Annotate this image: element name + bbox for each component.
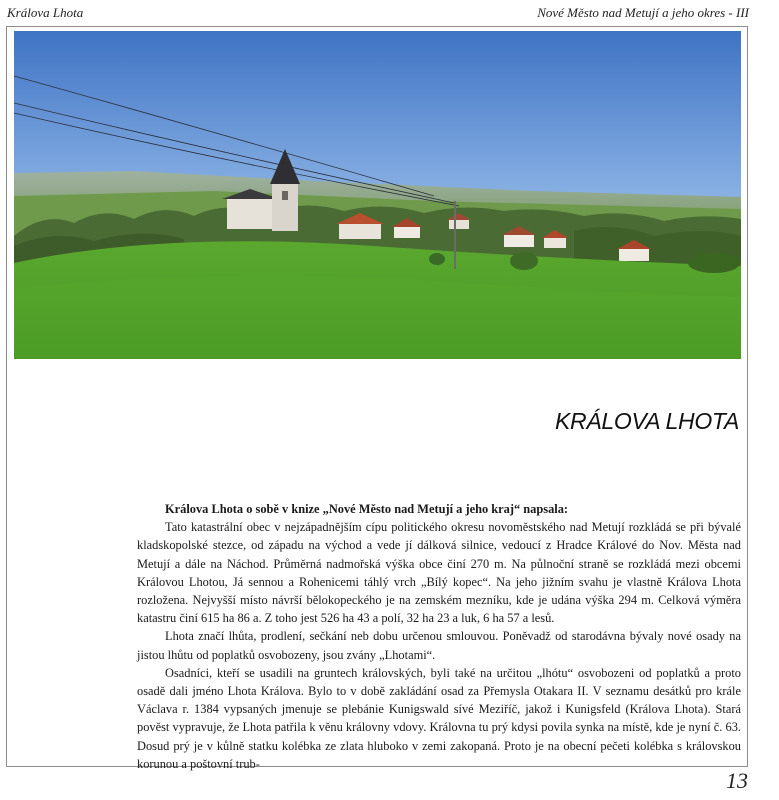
chapter-title: KRÁLOVA LHOTA (555, 408, 739, 434)
page-number: 13 (726, 768, 748, 793)
paragraph: Osadníci, kteří se usadili na gruntech královských, byli také na určitou „lhótu“ osvobozeni od poplatků a proto osadě dali jméno Lhota Králova. Bylo to v době zakládání osad za Přemysla Otakara II. V seznamu desátků pro krále Václava r. 1384 vypsaných jmenuje se plebánie Kunigswald sívé Meziříč, jakož i Kunigsfeld (Králova Lhota). Stará pověst vypravuje, že Lhota patřila k věnu královny vdovy. Královna tu prý kdysi povila synka na místě, kde je nyní č. 63. Dosud prý je v kůlně statku kolébka ze zlata hluboko v zemi zakopaná. Proto je na obecní pečeti kolébka s královskou korunou a poštovní trub- (137, 665, 741, 771)
body-text (137, 500, 741, 773)
paragraph: Tato katastrální obec v nejzápadnějším cípu politického okresu novoměstského nad Metují rozkládá se při bývalé kladskopolské stezce, od západu na východ a vede jí dálková silnice, vedoucí z Hradce Králové do Nov. Města nad Metují a dále na Náchod. Průměrná nadmořská výška obce činí 270 m. Na půlnoční straně se rozkládá mezi obcemi Královou Lhotou, Já sennou a Rohenicemi táhlý vrch „Bílý kopec“. Na jeho jižním svahu je vlastně Králova Lhota rozložena. Nejvyšší místo návrší bělokopeckého je na zemském mezníku, kde je udána výška 294 m. Celková výměra katastru činí 615 ha 86 a. Z toho jest 526 ha 43 a polí, 32 ha 23 a luk, 6 ha 57 a lesů. (137, 520, 741, 626)
running-header-right: Nové Město nad Metují a jeho okres - III (537, 5, 749, 20)
running-header-left: Králova Lhota (7, 5, 84, 20)
paragraph: Lhota značí lhůta, prodlení, sečkání neb dobu určenou smlouvou. Poněvadž od starodávna bývaly nové osady na jistou lhůtu od poplatků osvobozeny, jsou zvány „Lhotami“. (137, 629, 741, 662)
landscape-photo (14, 31, 741, 359)
lead-paragraph: Králova Lhota o sobě v knize „Nové Město nad Metují a jeho kraj“ napsala: (165, 502, 569, 516)
